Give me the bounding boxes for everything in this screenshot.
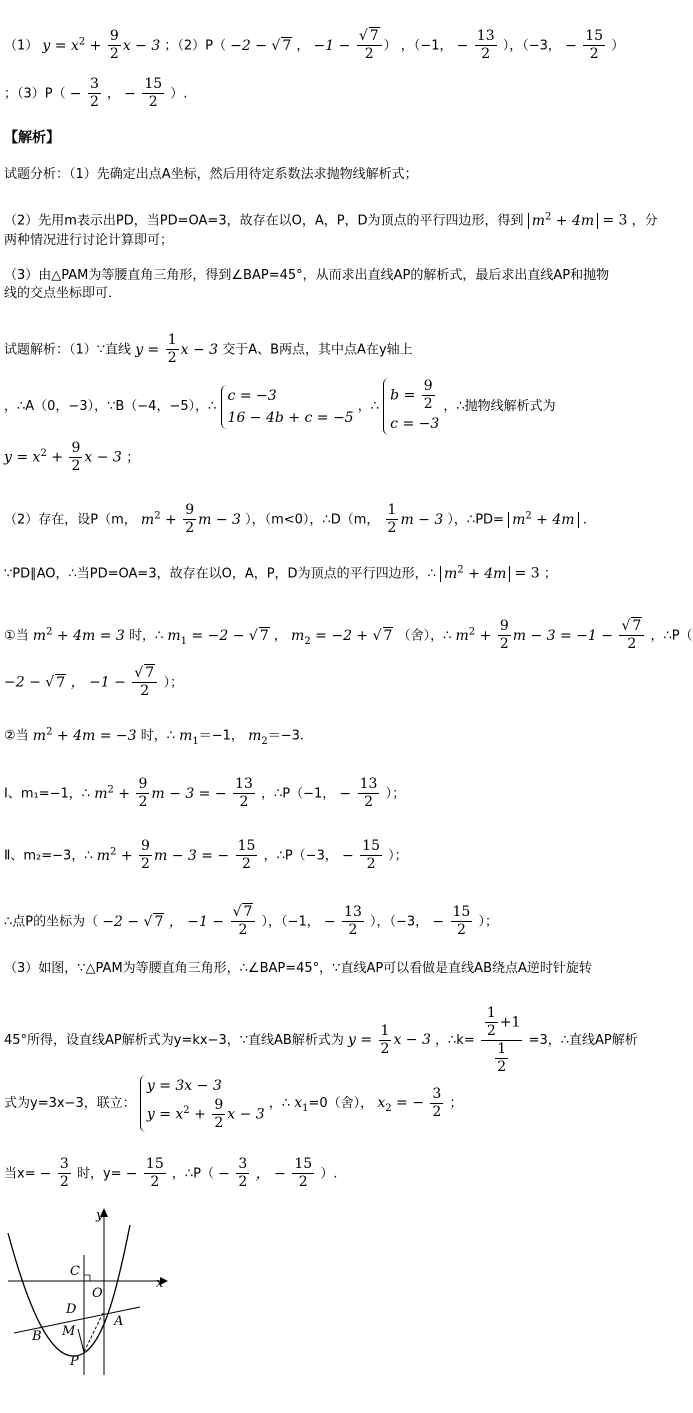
answer-line-2: ；（3）P（ − $\frac{3}{2}$ ， − $\frac{15}{2}$ ）.	[4, 76, 188, 110]
segment-pm	[78, 1329, 84, 1352]
label-x: x	[156, 1276, 164, 1291]
solution-line-2: ，∴A（0，−3），∵B（−4，−5），∴ c = −3 16 − 4b + c = −5 ，∴ b = $\frac{9}{2}$ c = −3 ，∴抛物线解析式为	[4, 378, 556, 435]
analysis-line-3: 两种情况进行讨论计算即可；	[4, 233, 174, 248]
solution-line-9: Ⅰ、m₁=−1，∴ $m^2$ + $\frac{9}{2}$ m − 3 = − $\frac{13}{2}$ ，∴P（−1， − $\frac{13}{2}$ ）；	[4, 776, 406, 810]
label-y: y	[96, 1208, 104, 1223]
answer-line-1: （1） $y = x^2$ + $\frac{9}{2}$ x − 3 ；（2）P（ −2 − √ 7 ， −1 − $\frac{√ 7}{2}$ ） ，（−1， − $\frac{13}{2}$ ），（−3， − $\frac{15}{2}$ ）	[4, 28, 625, 62]
system-c: c = −3 16 − 4b + c = −5	[221, 385, 354, 429]
solution-line-8: ②当 $m^2 + 4m = -3$ 时，∴ $m_1=-1$， $m_2=-3$.	[4, 726, 305, 747]
label-d: D	[66, 1302, 77, 1317]
solution-line-11: ∴点P的坐标为（ −2 − √ 7 ， −1 − $\frac{√ 7}{2}$ ），（−1， − $\frac{13}{2}$ ），（−3， − $\frac{15}{2}$ ）；	[4, 904, 498, 938]
solution-line-7: −2 − √ 7 ， −1 − $\frac{√ 7}{2}$ ）；	[4, 665, 184, 699]
answer-part-2-label: ；（2）P（	[164, 38, 226, 54]
solution-line-14: 式为y=3x−3，联立： y = 3x − 3 $y = x^2$ + $\frac{9}{2}$ x − 3 ，∴ $x_1=0$（舍）， $x_2$ = − $\frac{3}{2}$ ；	[4, 1075, 462, 1132]
analysis-line-5: 线的交点坐标即可．	[4, 286, 122, 301]
answer-equation: $y = x^2$ + $\frac{9}{2}$ x − 3	[42, 28, 161, 62]
label-b: B	[32, 1329, 42, 1344]
label-m: M	[62, 1324, 76, 1339]
solution-line-5: ∵PD∥AO，∴当PD=OA=3，故存在以O，A，P，D为顶点的平行四边形，∴ $m^2 + 4m = 3$ ；	[4, 564, 557, 582]
label-a: A	[114, 1314, 124, 1329]
label-c: C	[70, 1264, 80, 1279]
right-angle-mark	[84, 1275, 90, 1281]
analysis-line-1: 试题分析：（1）先确定出点A坐标，然后用待定系数法求抛物线解析式；	[4, 167, 418, 182]
solution-line-3: $y = x^2$ + $\frac{9}{2}$ x − 3 ；	[4, 440, 140, 474]
answer-part-1-label: （1）	[4, 38, 39, 54]
solution-line-4: （2）存在，设P（m， $m^2$ + $\frac{9}{2}$ m − 3 ），（m<0），∴D（m， $\frac{1}{2}$ m − 3 ），∴PD= $m^2 + 4m$ .	[4, 502, 587, 536]
solution-line-13: 45°所得，设直线AP解析式为y=kx−3，∵直线AB解析式为 y = $\frac{1}{2}$ x − 3 ，∴k= $\frac{1}{2}$ +1 $\frac{1}{2}$ =3，∴直线AP解析	[4, 1005, 638, 1075]
parabola-figure	[0, 1205, 180, 1385]
solution-line-15: 当x= − $\frac{3}{2}$ 时，y= − $\frac{15}{2}$ ，∴P（ − $\frac{3}{2}$ ， − $\frac{15}{2}$ ）.	[4, 1156, 338, 1190]
system-bc: b = $\frac{9}{2}$ c = −3	[383, 378, 439, 435]
solution-line-10: Ⅱ、m₂=−3，∴ $m^2$ + $\frac{9}{2}$ m − 3 = − $\frac{15}{2}$ ，∴P（−3， − $\frac{15}{2}$ ）；	[4, 838, 408, 872]
analysis-heading: 【解析】	[4, 130, 60, 146]
solution-line-12: （3）如图，∵△PAM为等腰直角三角形，∴∠BAP=45°，∵直线AP可以看做是直线AB绕点A逆时针旋转	[4, 961, 592, 976]
analysis-line-4: （3）由△PAM为等腰直角三角形，得到∠BAP=45°，从而求出直线AP的解析式，最后求出直线AP和抛物	[4, 268, 610, 283]
solution-line-6: ①当 $m^2 + 4m = 3$ 时，∴ $m_1 = -2$ − √ 7 ， $m_2 = -2$ + √ 7 （舍），∴ $m^2$ + $\frac{9}{2}$ m − 3 = −1 − $\frac{√ 7}{2}$ ，∴P（	[4, 618, 693, 652]
label-p: P	[70, 1354, 79, 1369]
solution-line-1: 试题解析：（1）∵直线 y = $\frac{1}{2}$ x − 3 交于A、B两点，其中点A在y轴上	[4, 332, 413, 366]
label-o: O	[92, 1286, 103, 1301]
analysis-line-2: （2）先用m表示出PD，当PD=OA=3，故存在以O，A，P，D为顶点的平行四边形，得到 $m^2 + 4m = 3$ ，分	[4, 211, 658, 229]
k-compound-fraction: $\frac{1}{2}$ +1 $\frac{1}{2}$	[481, 1005, 523, 1076]
system-ap: y = 3x − 3 $y = x^2$ + $\frac{9}{2}$ x − 3	[140, 1075, 265, 1132]
